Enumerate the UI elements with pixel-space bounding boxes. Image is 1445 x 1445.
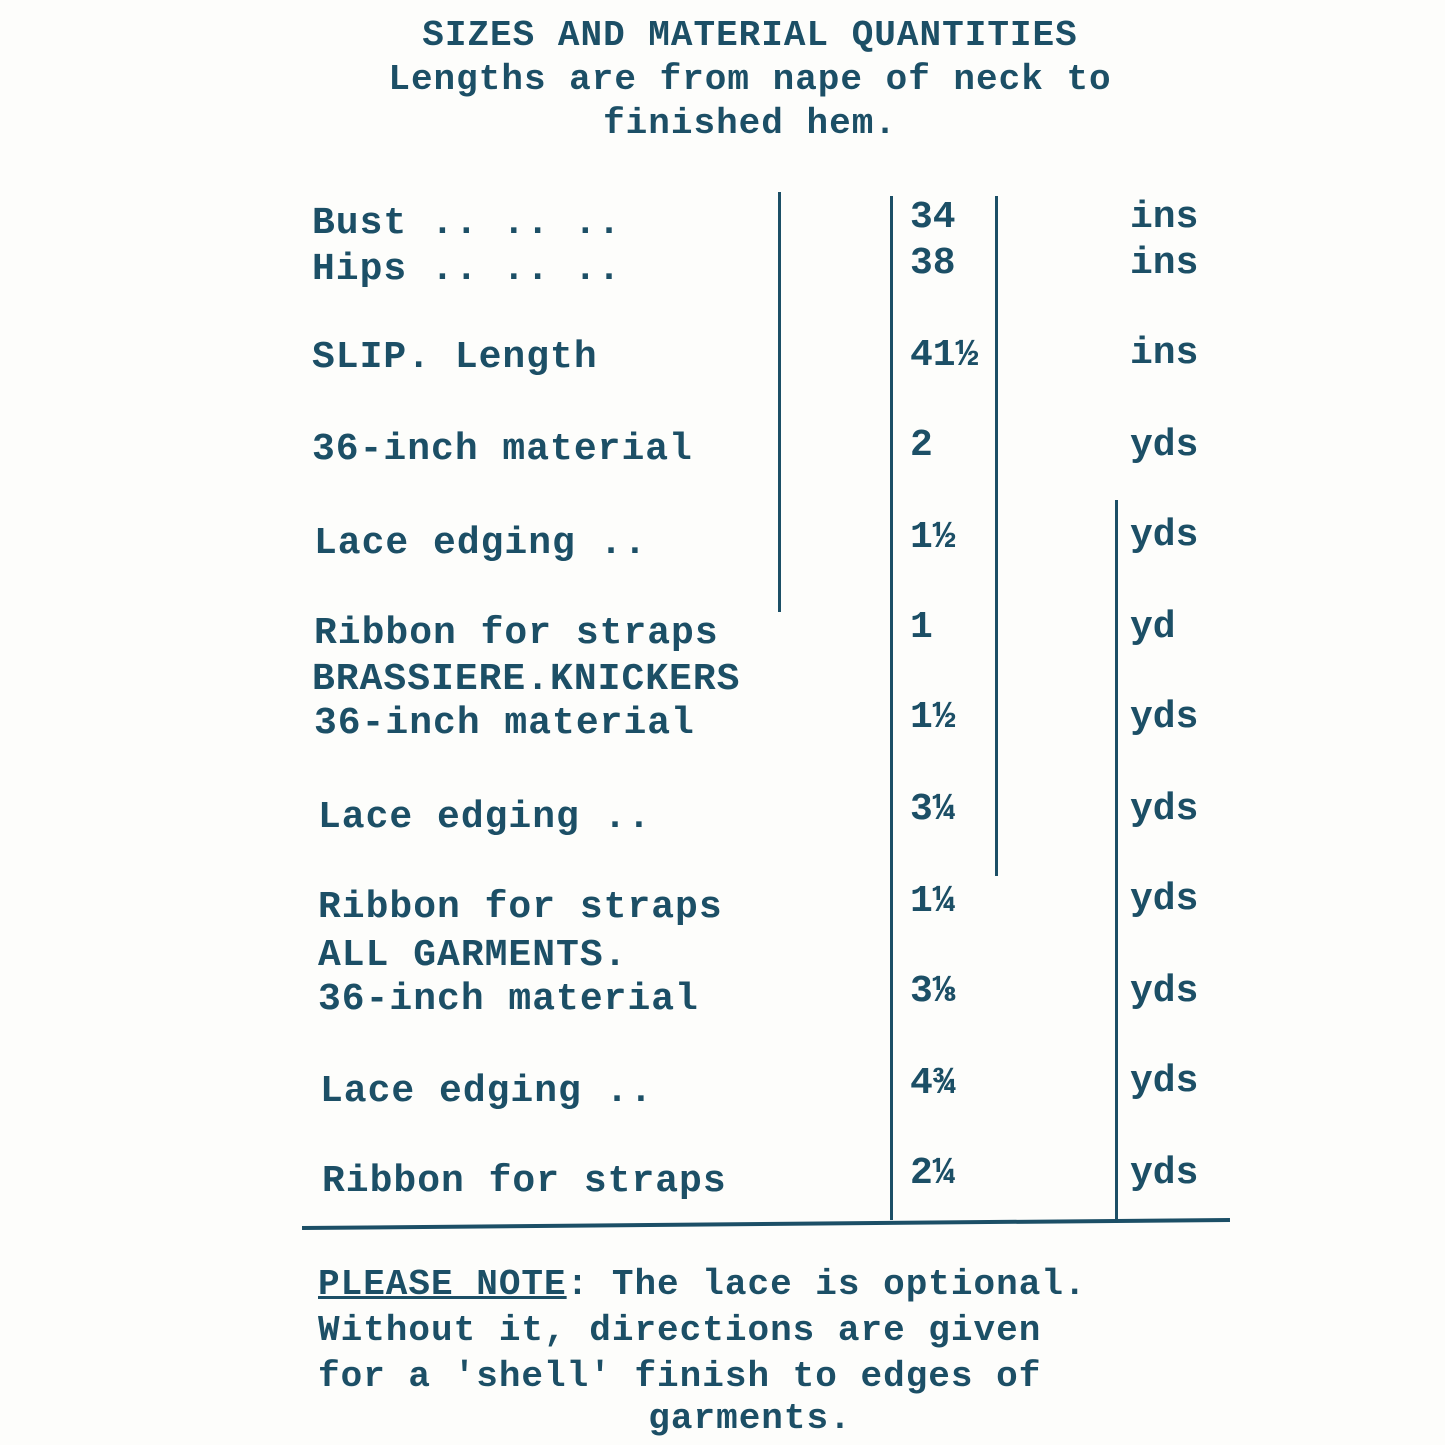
row-qty-all-ribbon: 2¼ <box>910 1152 956 1195</box>
row-qty-slip-lace: 1½ <box>910 516 956 559</box>
table-subtitle-line1: Lengths are from nape of neck to <box>388 59 1112 100</box>
column-divider-1 <box>778 192 781 612</box>
table-title: SIZES AND MATERIAL QUANTITIES <box>422 15 1078 56</box>
row-label-slip-material: 36-inch material <box>312 428 693 471</box>
row-qty-slip-material: 2 <box>910 424 933 467</box>
row-label-hips: Hips .. .. .. <box>312 248 622 291</box>
row-label-slip-lace: Lace edging .. <box>314 522 648 565</box>
section-label-brassiere-knickers: BRASSIERE.KNICKERS <box>312 658 741 701</box>
note-heading: PLEASE NOTE <box>318 1264 567 1305</box>
note-line-3: for a 'shell' finish to edges of <box>318 1356 1042 1397</box>
row-unit-bk-material: yds <box>1130 696 1199 739</box>
row-label-bust: Bust .. .. .. <box>312 202 622 245</box>
column-divider-3 <box>995 196 998 876</box>
note-line-2: Without it, directions are given <box>318 1310 1042 1351</box>
table-subtitle-line2: finished hem. <box>603 103 897 144</box>
row-qty-slip-length: 41½ <box>910 334 979 377</box>
row-unit-slip-length: ins <box>1130 332 1199 375</box>
row-unit-hips: ins <box>1130 242 1199 285</box>
row-label-bk-lace: Lace edging .. <box>318 796 652 839</box>
row-label-all-lace: Lace edging .. <box>320 1070 654 1113</box>
row-unit-all-material: yds <box>1130 970 1199 1013</box>
row-qty-hips: 38 <box>910 242 956 285</box>
row-label-bk-ribbon: Ribbon for straps <box>318 886 723 929</box>
row-unit-bk-ribbon: yds <box>1130 878 1199 921</box>
row-unit-all-ribbon: yds <box>1130 1152 1199 1195</box>
row-unit-bust: ins <box>1130 196 1199 239</box>
row-qty-bk-material: 1½ <box>910 696 956 739</box>
row-unit-all-lace: yds <box>1130 1060 1199 1103</box>
row-unit-slip-ribbon: yd <box>1130 606 1176 649</box>
row-label-all-material: 36-inch material <box>318 978 699 1021</box>
column-divider-2 <box>890 196 893 1220</box>
row-label-all-ribbon: Ribbon for straps <box>322 1160 727 1203</box>
row-label-bk-material: 36-inch material <box>314 702 695 745</box>
row-unit-slip-lace: yds <box>1130 514 1199 557</box>
table-bottom-rule <box>302 1218 1230 1230</box>
row-qty-bk-ribbon: 1¼ <box>910 880 956 923</box>
row-qty-bust: 34 <box>910 196 956 239</box>
row-qty-all-material: 3⅛ <box>910 970 956 1013</box>
note-line-4: garments. <box>648 1398 852 1439</box>
note-line-1 <box>318 1262 1278 1308</box>
row-unit-bk-lace: yds <box>1130 788 1199 831</box>
row-qty-all-lace: 4¾ <box>910 1062 956 1105</box>
row-qty-bk-lace: 3¼ <box>910 788 956 831</box>
row-unit-slip-material: yds <box>1130 424 1199 467</box>
note-line-1-text: : The lace is optional. <box>566 1264 1087 1305</box>
section-label-all-garments: ALL GARMENTS. <box>318 934 628 977</box>
row-label-slip-ribbon: Ribbon for straps <box>314 612 719 655</box>
column-divider-4 <box>1115 500 1118 1220</box>
row-qty-slip-ribbon: 1 <box>910 606 933 649</box>
row-label-slip-length: SLIP. Length <box>312 336 598 379</box>
